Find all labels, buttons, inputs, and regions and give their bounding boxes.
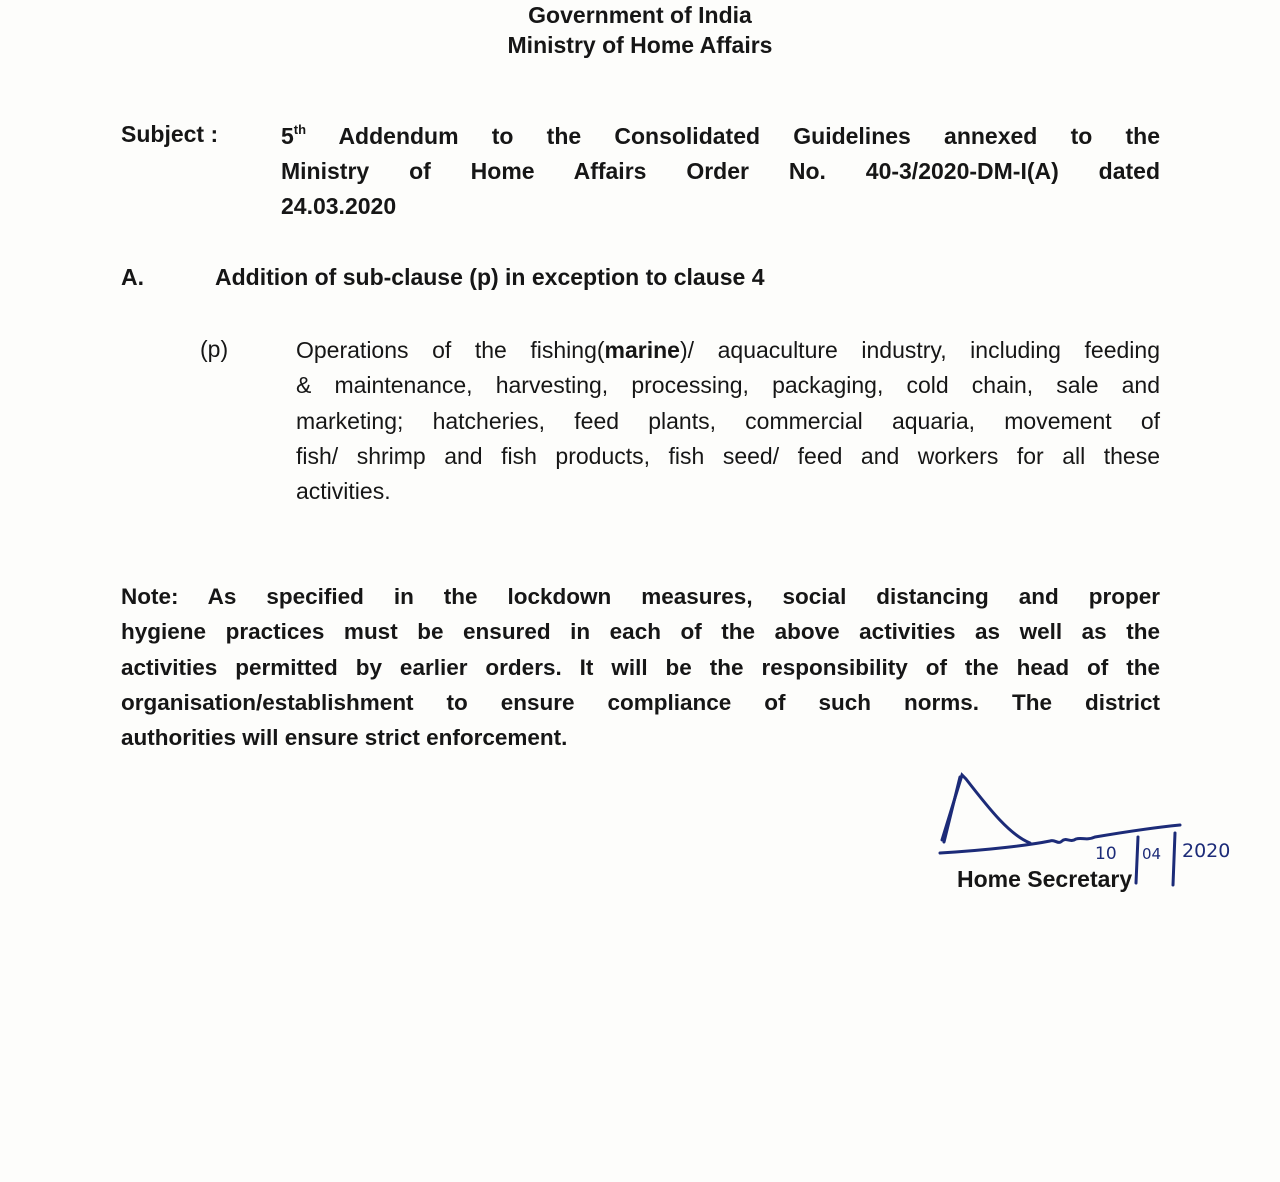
clause-marker: (p)	[200, 336, 229, 362]
svg-text:04: 04	[1142, 845, 1162, 863]
subject-line-1	[281, 121, 1160, 151]
note-line-4: organisation/establishment to ensure compliance of such norms. The district	[121, 690, 1160, 715]
clause-line-1	[296, 335, 1160, 365]
note-line-3: activities permitted by earlier orders. It will be the responsibility of the head of the	[121, 655, 1160, 680]
note-line-1: Note: As specified in the lockdown measures, social distancing and proper	[121, 584, 1160, 609]
section-heading: Addition of sub-clause (p) in exception to clause 4	[215, 264, 765, 290]
clause-line-2: & maintenance, harvesting, processing, packaging, cold chain, sale and	[296, 372, 1160, 398]
ordinal-number: 5	[281, 123, 294, 149]
header-government: Government of India	[528, 2, 752, 28]
section-marker: A.	[121, 264, 144, 290]
signatory-designation: Home Secretary	[957, 866, 1133, 892]
clause-line-4: fish/ shrimp and fish products, fish seed/ feed and workers for all these	[296, 443, 1160, 469]
header-ministry: Ministry of Home Affairs	[507, 32, 773, 58]
clause-line-5: activities.	[296, 478, 391, 504]
svg-text:2020: 2020	[1182, 840, 1231, 862]
note-line-2: hygiene practices must be ensured in each of the above activities as well as the	[121, 619, 1160, 644]
subject-label: Subject :	[121, 121, 219, 147]
signature-date: 10	[1095, 844, 1117, 864]
subject-line-2: Ministry of Home Affairs Order No. 40-3/2020-DM-I(A) dated	[281, 158, 1160, 184]
clause-bold-text: marine	[604, 337, 680, 363]
ordinal-suffix: th	[293, 122, 307, 137]
note-line-5: authorities will ensure strict enforcement.	[121, 725, 568, 750]
subject-ordinal	[281, 123, 306, 149]
clause-text: Operations of the fishing(	[296, 337, 605, 363]
subject-text: Addendum to the Consolidated Guidelines annexed to the	[338, 123, 1160, 149]
subject-line-3: 24.03.2020	[281, 193, 397, 219]
clause-line-3: marketing; hatcheries, feed plants, commercial aquaria, movement of	[296, 408, 1160, 434]
clause-text: )/ aquaculture industry, including feeding	[679, 337, 1160, 363]
